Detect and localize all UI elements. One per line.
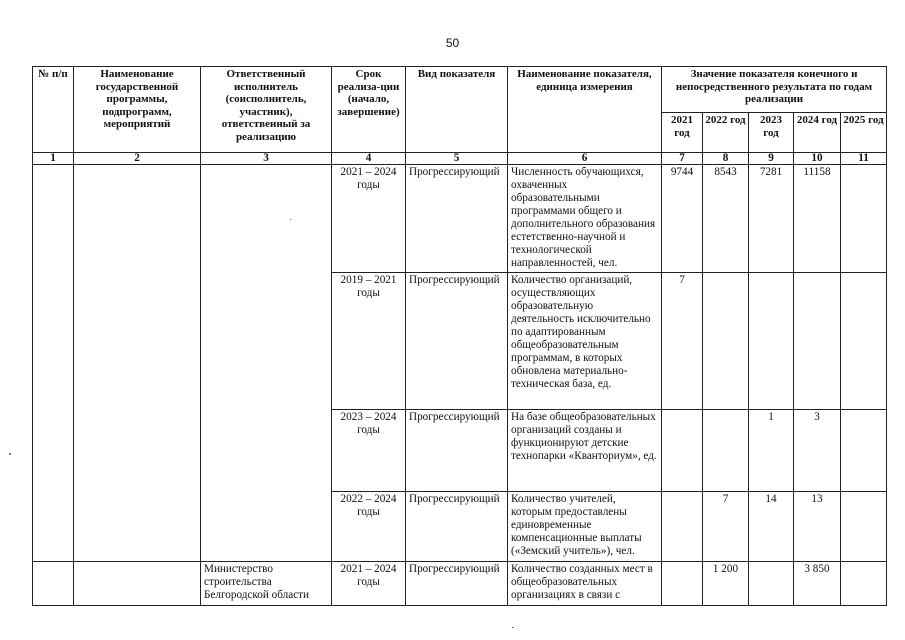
period-cell: 2019 – 2021 годы — [332, 273, 406, 410]
value-2023-cell — [749, 562, 794, 606]
column-number: 3 — [201, 153, 332, 165]
column-number: 1 — [33, 153, 74, 165]
value-2025-cell — [841, 165, 887, 273]
value-2021-cell — [662, 492, 703, 562]
value-2023-cell: 14 — [749, 492, 794, 562]
program-cell — [74, 562, 201, 606]
period-cell: 2023 – 2024 годы — [332, 410, 406, 492]
column-number: 7 — [662, 153, 703, 165]
column-number: 6 — [508, 153, 662, 165]
value-2022-cell: 1 200 — [703, 562, 749, 606]
indicator-name-cell: Численность обучающихся, охваченных образовательными программами общего и дополнительного образования естетственно-научной и технологической направленностей, чел. — [508, 165, 662, 273]
column-number: 5 — [406, 153, 508, 165]
value-2021-cell: 9744 — [662, 165, 703, 273]
indicator-name-cell: Количество учителей, которым предоставлены единовременные компенсационные выплаты («Земский учитель»), чел. — [508, 492, 662, 562]
value-2024-cell — [794, 273, 841, 410]
indicators-table — [32, 66, 887, 606]
header-number: № п/п — [33, 67, 74, 153]
value-2021-cell: 7 — [662, 273, 703, 410]
indicator-type-cell: Прогрессирующий — [406, 492, 508, 562]
indicator-type-cell: Прогрессирующий — [406, 165, 508, 273]
indicator-name-cell: Количество созданных мест в общеобразовательных организациях в связи с — [508, 562, 662, 606]
value-2023-cell: 7281 — [749, 165, 794, 273]
executor-cell — [201, 165, 332, 562]
header-executor: Ответственный исполнитель (соисполнитель, участник), ответственный за реализацию — [201, 67, 332, 153]
indicator-type-cell: Прогрессирующий — [406, 410, 508, 492]
page-number: 50 — [445, 36, 460, 50]
value-2022-cell: 7 — [703, 492, 749, 562]
row-number-cell — [33, 165, 74, 562]
value-2023-cell: 1 — [749, 410, 794, 492]
value-2025-cell — [841, 410, 887, 492]
value-2021-cell — [662, 562, 703, 606]
executor-cell: Министерство строительства Белгородской области — [201, 562, 332, 606]
value-2021-cell — [662, 410, 703, 492]
column-number: 11 — [841, 153, 887, 165]
column-number: 8 — [703, 153, 749, 165]
program-cell — [74, 165, 201, 562]
header-indicator-name: Наименование показателя, единица измерения — [508, 67, 662, 153]
value-2024-cell: 3 850 — [794, 562, 841, 606]
period-cell: 2021 – 2024 годы — [332, 165, 406, 273]
column-number: 9 — [749, 153, 794, 165]
header-program: Наименование государственной программы, подпрограмм, мероприятий — [74, 67, 201, 153]
value-2024-cell: 13 — [794, 492, 841, 562]
header-values-group: Значение показателя конечного и непосредственного результата по годам реализации — [662, 67, 887, 113]
header-year-2023: 2023 год — [749, 113, 794, 153]
indicator-type-cell: Прогрессирующий — [406, 562, 508, 606]
header-year-2025: 2025 год — [841, 113, 887, 153]
indicator-name-cell: Количество организаций, осуществляющих образовательную деятельность исключительно по адаптированным общеобразовательным программам, в которых обновлена материально-техническая база, ед. — [508, 273, 662, 410]
column-number: 10 — [794, 153, 841, 165]
row-number-cell — [33, 562, 74, 606]
table-row — [33, 562, 887, 606]
column-numbers-row — [33, 153, 887, 165]
header-period: Срок реализа-ции (начало, завершение) — [332, 67, 406, 153]
value-2024-cell: 11158 — [794, 165, 841, 273]
indicator-type-cell: Прогрессирующий — [406, 273, 508, 410]
period-cell: 2021 – 2024 годы — [332, 562, 406, 606]
header-year-2022: 2022 год — [703, 113, 749, 153]
header-indicator-type: Вид показателя — [406, 67, 508, 153]
column-number: 2 — [74, 153, 201, 165]
value-2022-cell: 8543 — [703, 165, 749, 273]
scan-speck — [9, 453, 11, 455]
value-2022-cell — [703, 410, 749, 492]
value-2025-cell — [841, 273, 887, 410]
value-2022-cell — [703, 273, 749, 410]
value-2025-cell — [841, 562, 887, 606]
scan-speck — [512, 627, 514, 628]
period-cell: 2022 – 2024 годы — [332, 492, 406, 562]
scan-speck — [290, 219, 291, 220]
column-number: 4 — [332, 153, 406, 165]
value-2025-cell — [841, 492, 887, 562]
table-row — [33, 165, 887, 273]
value-2024-cell: 3 — [794, 410, 841, 492]
header-year-2021: 2021 год — [662, 113, 703, 153]
value-2023-cell — [749, 273, 794, 410]
header-year-2024: 2024 год — [794, 113, 841, 153]
indicator-name-cell: На базе общеобразовательных организаций созданы и функционируют детские технопарки «Кванториум», ед. — [508, 410, 662, 492]
